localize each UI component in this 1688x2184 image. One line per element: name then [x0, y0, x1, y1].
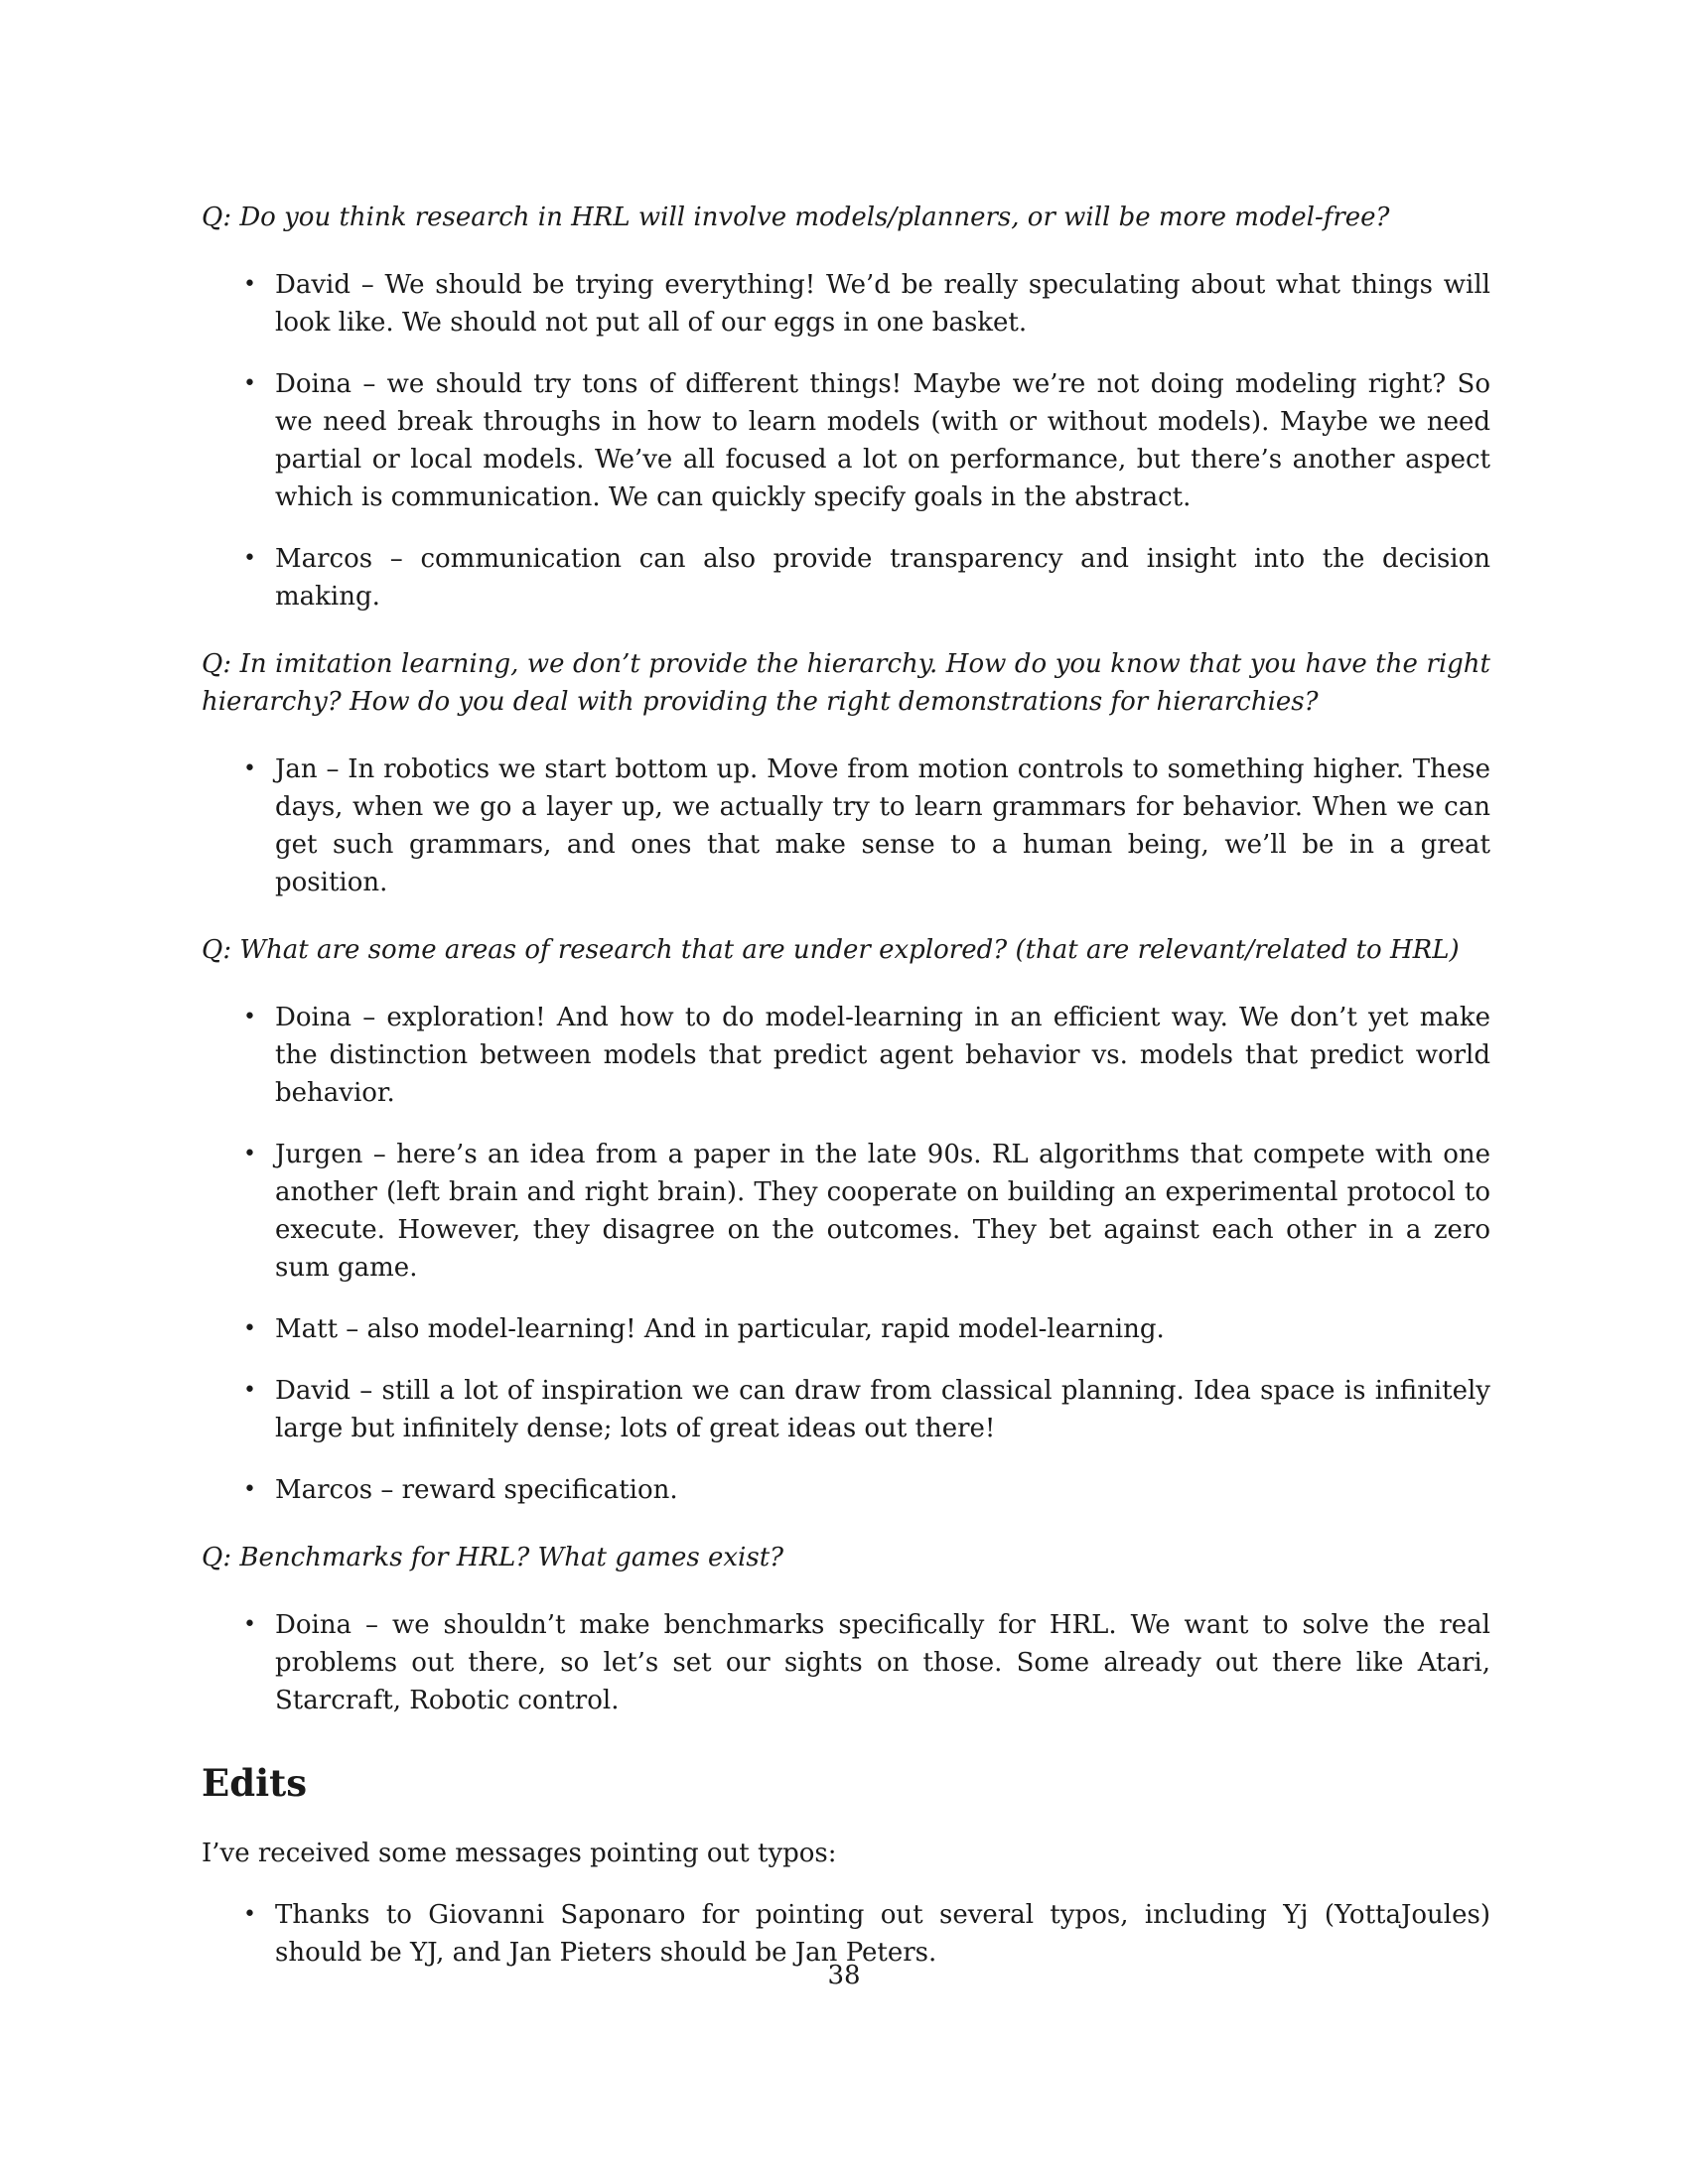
list-item [202, 540, 1490, 615]
bullet-icon: • [243, 756, 256, 781]
answer-text: Doina – we shouldn’t make benchmarks specifically for HRL. We want to solve the real problems out there, so let’s set our sights on those. Some already out there like Atari, Starcraft, Robotic control. [275, 1610, 1490, 1715]
answer-text: Doina – exploration! And how to do model-learning in an efficient way. We don’t yet make the distinction between models that predict agent behavior vs. models that predict world behavior. [275, 1003, 1490, 1108]
answer-list-4 [202, 1606, 1490, 1719]
answer-list-2 [202, 751, 1490, 901]
list-item [202, 365, 1490, 516]
list-item [202, 1606, 1490, 1719]
list-item [202, 1372, 1490, 1447]
bullet-icon: • [243, 1902, 256, 1927]
bullet-icon: • [243, 1142, 256, 1166]
list-item [202, 1471, 1490, 1509]
answer-text: Jan – In robotics we start bottom up. Move from motion controls to something higher. These days, when we go a layer up, we actually try to learn grammars for behavior. When we can get such grammars, and ones that make sense to a human being, we’ll be in a great position. [275, 754, 1490, 897]
answer-text: Doina – we should try tons of different things! Maybe we’re not doing modeling right? So we need break throughs in how to learn models (with or without models). Maybe we need partial or local models. We’ve all focused a lot on performance, but there’s another aspect which is communication. We can quickly specify goals in the abstract. [275, 369, 1490, 512]
bullet-icon: • [243, 546, 256, 571]
page-content [202, 199, 1490, 2001]
list-item [202, 266, 1490, 341]
list-item [202, 999, 1490, 1112]
answer-text: Matt – also model-learning! And in particular, rapid model-learning. [275, 1314, 1165, 1344]
question-2: Q: In imitation learning, we don’t provide the hierarchy. How do you know that you have the right hierarchy? How do you deal with providing the right demonstrations for hierarchies? [202, 649, 1490, 717]
answer-text: Marcos – reward specification. [275, 1475, 678, 1505]
section-heading-edits: Edits [202, 1761, 308, 1805]
list-item [202, 1136, 1490, 1287]
answer-text: Jurgen – here’s an idea from a paper in the late 90s. RL algorithms that compete with one another (left brain and right brain). They cooperate on building an experimental protocol to execute. However, they disagree on the outcomes. They bet against each other in a zero sum game. [275, 1140, 1490, 1283]
question-1: Q: Do you think research in HRL will involve models/planners, or will be more model-free? [202, 203, 1390, 232]
question-3: Q: What are some areas of research that are under explored? (that are relevant/related to HRL) [202, 935, 1460, 965]
edits-intro: I’ve received some messages pointing out typos: [202, 1839, 837, 1868]
bullet-icon: • [243, 1477, 256, 1502]
list-item [202, 751, 1490, 901]
answer-text: David – still a lot of inspiration we can draw from classical planning. Idea space is infinitely large but infinitely dense; lots of great ideas out there! [275, 1376, 1490, 1443]
edit-text: Thanks to Giovanni Saponaro for pointing out several typos, including Yj (YottaJoules) should be YJ, and Jan Pieters should be Jan Peters. [275, 1900, 1490, 1968]
question-4: Q: Benchmarks for HRL? What games exist? [202, 1543, 784, 1572]
answer-list-1 [202, 266, 1490, 615]
page-number: 38 [827, 1961, 861, 1990]
bullet-icon: • [243, 371, 256, 396]
list-item [202, 1310, 1490, 1348]
bullet-icon: • [243, 1378, 256, 1403]
answer-text: David – We should be trying everything! We’d be really speculating about what things will look like. We should not put all of our eggs in one basket. [275, 270, 1490, 338]
bullet-icon: • [243, 1316, 256, 1341]
bullet-icon: • [243, 1612, 256, 1637]
bullet-icon: • [243, 272, 256, 297]
bullet-icon: • [243, 1005, 256, 1029]
answer-text: Marcos – communication can also provide transparency and insight into the decision making. [275, 544, 1490, 612]
answer-list-3 [202, 999, 1490, 1509]
